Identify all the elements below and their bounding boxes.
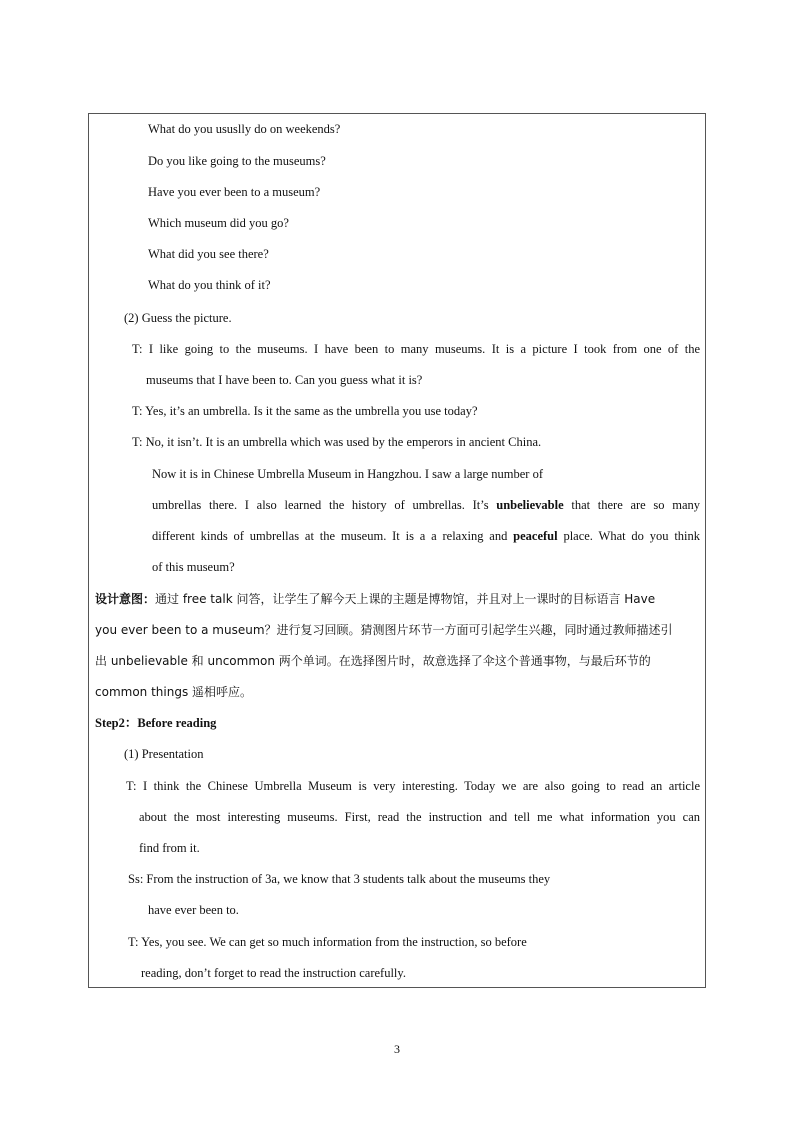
step2-students-1: Ss: From the instruction of 3a, we know that 3 students talk about the museums they (128, 872, 551, 886)
presentation-heading: (1) Presentation (124, 747, 204, 761)
question-3: Have you ever been to a museum? (148, 185, 321, 199)
step2-heading: Step2：Before reading (95, 716, 217, 730)
question-1: What do you ususlly do on weekends? (148, 122, 341, 136)
step2-teacher-2a: T: Yes, you see. We can get so much information from the instruction, so before (128, 935, 527, 949)
question-5: What did you see there? (148, 247, 269, 261)
keyword-peaceful: peaceful (513, 529, 558, 543)
guess-paragraph-3: of this museum? (152, 560, 235, 574)
question-6: What do you think of it? (148, 278, 271, 292)
step2-teacher-1b: about the most interesting museums. First, read the instruction and tell me what information you can (139, 810, 700, 824)
question-4: Which museum did you go? (148, 216, 289, 230)
question-2: Do you like going to the museums? (148, 154, 326, 168)
guess-paragraph-2-post: place. What do you think (563, 529, 701, 543)
guess-paragraph-1-pre: umbrellas there. I also learned the history of umbrellas. It’s (152, 498, 489, 512)
step2-teacher-1c: find from it. (139, 841, 200, 855)
keyword-unbelievable: unbelievable (496, 498, 564, 512)
content-frame (88, 113, 706, 988)
guess-paragraph-2-pre: different kinds of umbrellas at the museum. It is a a relaxing and (152, 529, 508, 543)
design-intent-line-4: common things 遥相呼应。 (95, 685, 253, 699)
step2-students-2: have ever been to. (148, 903, 239, 917)
guess-heading: (2) Guess the picture. (124, 311, 232, 325)
design-intent-line-1 (95, 591, 699, 607)
design-intent-label: 设计意图： (95, 592, 156, 606)
design-intent-text-1: 通过 free talk 问答，让学生了解今天上课的主题是博物馆，并且对上一课时的目标语言 Have (155, 592, 656, 606)
step2-teacher-1a: T: I think the Chinese Umbrella Museum is very interesting. Today we are also going to read an article (126, 779, 700, 793)
guess-paragraph-1 (152, 497, 700, 513)
design-intent-line-3: 出 unbelievable 和 uncommon 两个单词。在选择图片时，故意选择了伞这个普通事物，与最后环节的 (95, 654, 651, 668)
guess-now-line: Now it is in Chinese Umbrella Museum in Hangzhou. I saw a large number of (152, 467, 544, 481)
guess-paragraph-1-post: that there are so many (571, 498, 701, 512)
guess-paragraph-2 (152, 528, 700, 544)
guess-teacher-1b: museums that I have been to. Can you guess what it is? (146, 373, 423, 387)
page-number: 3 (394, 1042, 400, 1056)
step2-teacher-2b: reading, don’t forget to read the instruction carefully. (141, 966, 406, 980)
guess-teacher-1a: T: I like going to the museums. I have been to many museums. It is a picture I took from one of the (132, 342, 700, 356)
design-intent-line-2: you ever been to a museum？进行复习回顾。猜测图片环节一方面可引起学生兴趣，同时通过教师描述引 (95, 623, 673, 637)
guess-teacher-3: T: No, it isn’t. It is an umbrella which was used by the emperors in ancient China. (132, 435, 542, 449)
guess-teacher-2: T: Yes, it’s an umbrella. Is it the same as the umbrella you use today? (132, 404, 478, 418)
